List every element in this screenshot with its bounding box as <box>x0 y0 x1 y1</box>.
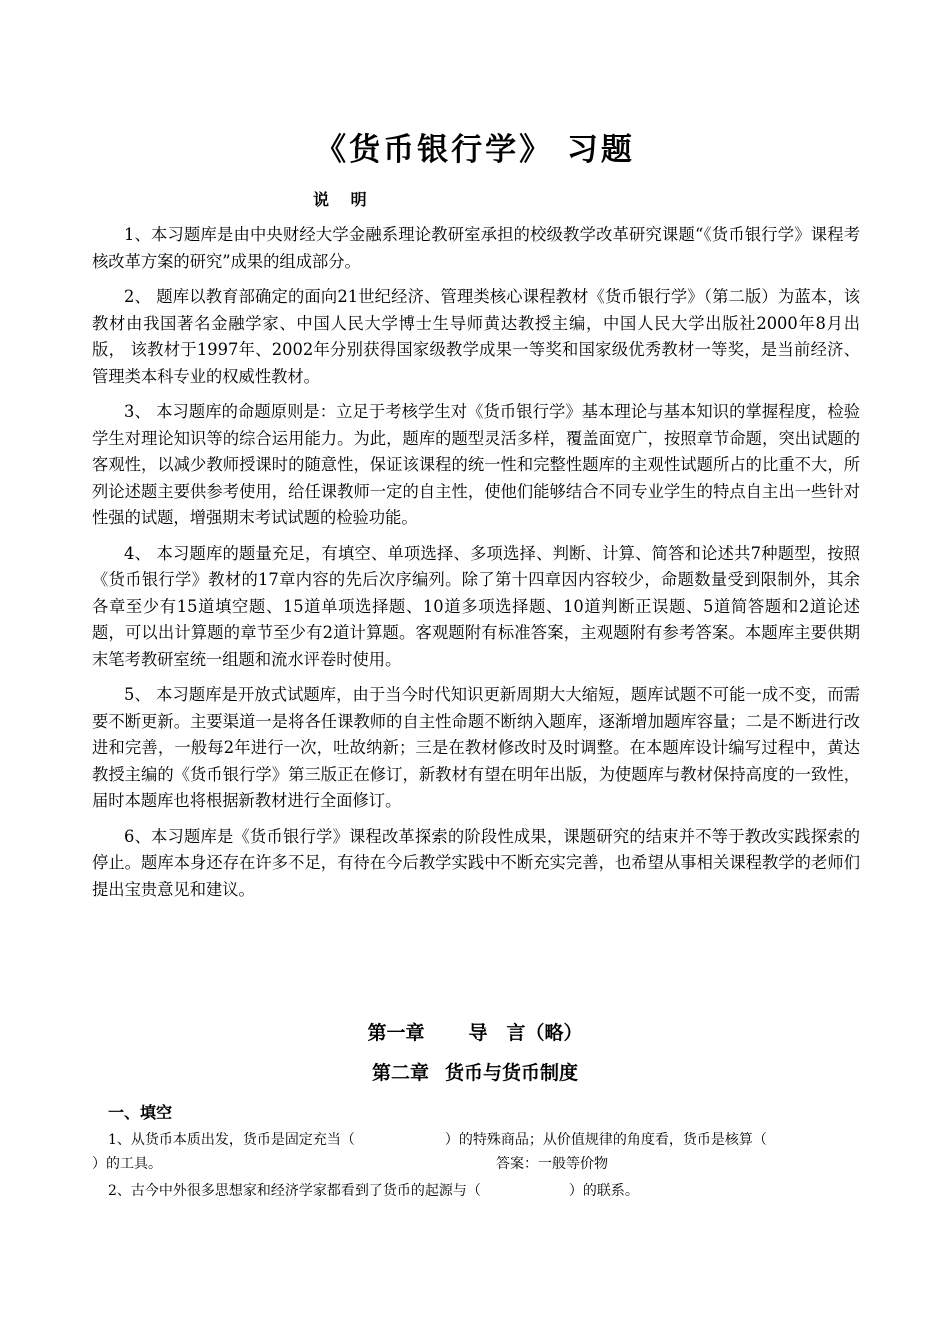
explanation-paragraph-3: 3、 本习题库的命题原则是：立足于考核学生对《货币银行学》基本理论与基本知识的掌握程度，检验学生对理论知识等的综合运用能力。为此，题库的题型灵活多样，覆盖面宽广，按照章节命题，突出试题的客观性，以减少教师授课时的随意性，保证该课程的统一性和完整性题库的主观性试题所占的比重不大，所列论述题主要供参考使用，给任课教师一定的自主性，使他们能够结合不同专业学生的特点自主出一些针对性强的试题，增强期末考试试题的检验功能。 <box>92 402 860 527</box>
question-1-part-1: 1、从货币本质出发，货币是固定充当（ <box>108 1132 355 1148</box>
chapter-2-heading <box>0 1058 950 1088</box>
section-fill-in-blank-heading: 一、填空 <box>108 1103 173 1122</box>
chapter-2-name: 货币与货币制度 <box>445 1062 579 1084</box>
question-2-part-1: 2、古今中外很多思想家和经济学家都看到了货币的起源与（ <box>108 1183 481 1199</box>
explanation-paragraph-4: 4、 本习题库的题量充足，有填空、单项选择、多项选择、判断、计算、简答和论述共7种题型，按照《货币银行学》教材的17章内容的先后次序编列。除了第十四章因内容较少，命题数量受到限制外，其余各章至少有15道填空题、15道单项选择题、10道多项选择题、10道判断正误题、5道简答题和2道论述题，可以出计算题的章节至少有2道计算题。客观题附有标准答案，主观题附有参考答案。本题库主要供期末笔考教研室统一组题和流水评卷时使用。 <box>92 543 860 669</box>
chapter-1-name: 导 言（略） <box>468 1022 583 1044</box>
explanation-paragraph-2: 2、 题库以教育部确定的面向21世纪经济、管理类核心课程教材《货币银行学》（第二版）为蓝本，该教材由我国著名金融学家、中国人民大学博士生导师黄达教授主编，中国人民大学出版社2000年8月出版， 该教材于1997年、2002年分别获得国家级教学成果一等奖和国家级优秀教材一等奖，是当前经济、管理类本科专业的权威性教材。 <box>92 287 860 386</box>
explanation-paragraph-5: 5、 本习题库是开放式试题库，由于当今时代知识更新周期大大缩短，题库试题不可能一成不变，而需要不断更新。主要渠道一是将各任课教师的自主性命题不断纳入题库，逐渐增加题库容量；二是不断进行改进和完善，一般每2年进行一次，吐故纳新；三是在教材修改时及时调整。在本题库设计编写过程中，黄达教授主编的《货币银行学》第三版正在修订，新教材有望在明年出版，为使题库与教材保持高度的一致性，届时本题库也将根据新教材进行全面修订。 <box>92 685 860 810</box>
question-1-part-3: ）的工具。 <box>92 1156 162 1172</box>
question-1-line-2 <box>92 1152 162 1176</box>
explanation-paragraph-6: 6、本习题库是《货币银行学》课程改革探索的阶段性成果，课题研究的结束并不等于教改实践探索的停止。题库本身还存在许多不足，有待在今后教学实践中不断充实完善，也希望从事相关课程教学的老师们提出宝贵意见和建议。 <box>92 826 860 899</box>
chapter-2-label: 第二章 <box>371 1062 429 1084</box>
chapter-1-heading <box>0 1018 950 1048</box>
question-1-answer: 答案：一般等价物 <box>496 1156 608 1172</box>
question-1-part-2: ）的特殊商品；从价值规律的角度看，货币是核算（ <box>444 1132 767 1148</box>
explanation-paragraph-1: 1、本习题库是由中央财经大学金融系理论教研室承担的校级教学改革研究课题“《货币银行学》课程考核改革方案的研究”成果的组成部分。 <box>92 225 860 271</box>
question-1-line-1 <box>108 1128 767 1152</box>
document-title: 《货币银行学》 习题 <box>315 132 635 168</box>
question-2-part-2: ）的联系。 <box>568 1183 639 1199</box>
chapter-1-label: 第一章 <box>367 1022 425 1044</box>
question-2 <box>108 1179 639 1203</box>
explanation-body <box>92 222 860 912</box>
explanation-heading: 说 明 <box>313 190 375 209</box>
